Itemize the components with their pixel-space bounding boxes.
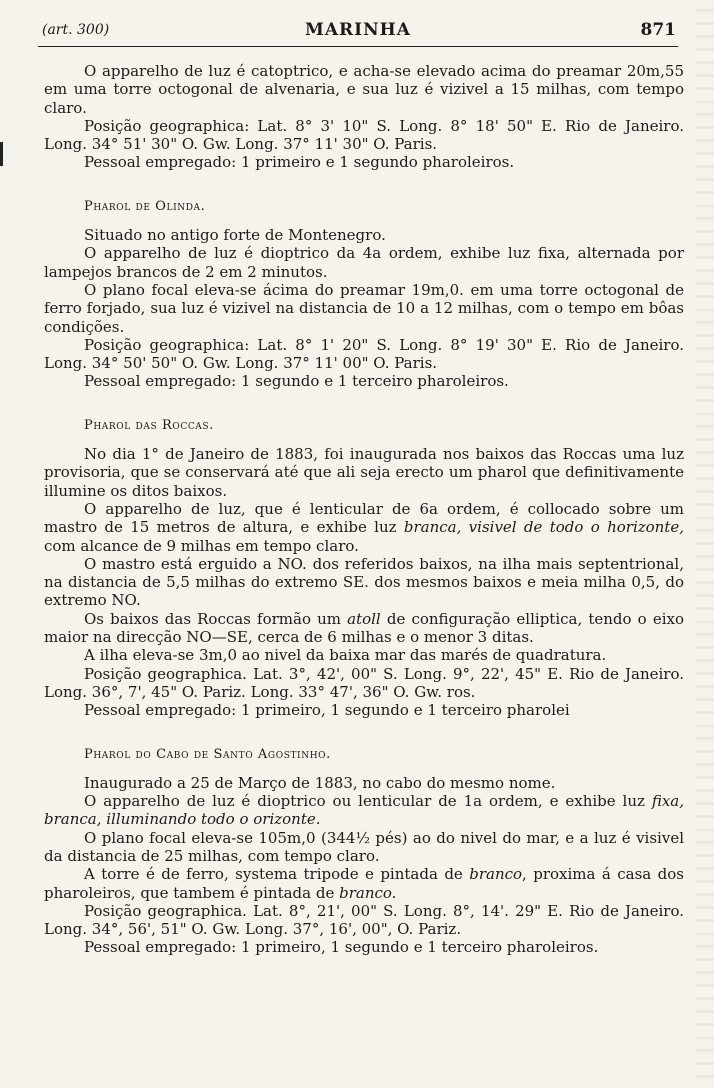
running-header: [38, 20, 678, 47]
page-number: 871: [640, 20, 676, 40]
text-run: com alcance de 9 milhas em tempo claro.: [44, 536, 359, 555]
paragraph: O apparelho de luz é dioptrico da 4a ordem, exhibe luz fixa, alternada por lampejos brancos de 2 em 2 minutos.: [44, 244, 684, 281]
section-heading-roccas: Pharol das Roccas.: [84, 417, 214, 433]
text-run: O apparelho de luz é dioptrico ou lenticular de 1a ordem, e exhibe luz: [84, 792, 652, 811]
text-run: Os baixos das Roccas formão um: [84, 609, 348, 628]
paragraph: O mastro está erguido a NO. dos referidos baixos, na ilha mais septentrional, na distancia de 5,5 milhas do extremo SE. dos mesmos baixos e meia milha 0,5, do extremo NO.: [44, 554, 684, 610]
margin-mark: [0, 142, 3, 166]
header-article-ref: (art. 300): [42, 22, 110, 38]
italic-run: branco.: [339, 883, 397, 902]
paragraph: Situado no antigo forte de Montenegro.: [84, 226, 386, 245]
scan-edge-noise: [696, 0, 714, 1088]
text-run: , proxima á casa dos pharoleiros, que tambem é pintada de: [44, 865, 684, 902]
italic-run: branco: [469, 865, 523, 884]
paragraph: Inaugurado a 25 de Março de 1883, no cabo do mesmo nome.: [84, 773, 556, 792]
paragraph: Posição geographica. Lat. 8°, 21', 00" S. Long. 8°, 14'. 29" E. Rio de Janeiro. Long. 34°, 56', 51" O. Gw. Long. 37°, 16', 00", O. Pariz.: [44, 901, 684, 939]
paragraph: [44, 792, 684, 829]
italic-run: atoll: [347, 609, 381, 628]
paragraph: O plano focal eleva-se ácima do preamar 19m,0. em uma torre octogonal de ferro forjado, sua luz é vizivel na distancia de 10 a 12 milhas, com o tempo em bôas condições.: [44, 280, 684, 336]
paragraph: [44, 865, 684, 902]
paragraph: O plano focal eleva-se 105m,0 (344½ pés) ao do nivel do mar, e a luz é visivel da distancia de 25 milhas, com tempo claro.: [44, 828, 684, 865]
page-body: [44, 62, 684, 957]
paragraph: A ilha eleva-se 3m,0 ao nivel da baixa mar das marés de quadratura.: [84, 646, 607, 665]
italic-run: fixa, branca, illuminando todo o orizonte.: [44, 792, 684, 829]
header-title: MARINHA: [305, 20, 411, 40]
section-heading-santo-agostinho: Pharol do Cabo de Santo Agostinho.: [84, 746, 331, 762]
paragraph: Posição geographica. Lat. 3°, 42', 00" S. Long. 9°, 22', 45" E. Rio de Janeiro. Long. 36°, 7', 45" O. Pariz. Long. 33° 47', 36" O. Gw. ros.: [44, 664, 684, 701]
paragraph: Posição geographica: Lat. 8° 3' 10" S. Long. 8° 18' 50" E. Rio de Janeiro. Long. 34° 51' 30" O. Gw. Long. 37° 11' 30" O. Paris.: [44, 116, 684, 154]
text-run: O apparelho de luz, que é lenticular de 6a ordem, é collocado sobre um mastro de 15 metros de altura, e exhibe luz: [44, 499, 684, 537]
section-heading-olinda: Pharol de Olinda.: [84, 198, 206, 214]
paragraph: O apparelho de luz é catoptrico, e acha-se elevado acima do preamar 20m,55 em uma torre octogonal de alvenaria, e sua luz é vizivel a 15 milhas, com tempo claro.: [44, 62, 684, 117]
paragraph: Posição geographica: Lat. 8° 1' 20" S. Long. 8° 19' 30" E. Rio de Janeiro. Long. 34° 50' 50" O. Gw. Long. 37° 11' 00" O. Paris.: [44, 335, 684, 373]
paragraph: Pessoal empregado: 1 primeiro, 1 segundo e 1 terceiro pharoleiros.: [84, 938, 599, 957]
paragraph: Pessoal empregado: 1 segundo e 1 terceiro pharoleiros.: [84, 372, 509, 391]
paragraph: [44, 610, 684, 647]
paragraph: Pessoal empregado: 1 primeiro e 1 segundo pharoleiros.: [84, 153, 515, 172]
italic-run: branca, visivel de todo o horizonte,: [403, 518, 685, 537]
paragraph: No dia 1° de Janeiro de 1883, foi inaugurada nos baixos das Roccas uma luz provisoria, que se conservará até que ali seja erecto um pharol que definitivamente illumine os ditos baixos.: [44, 445, 684, 500]
paragraph: Pessoal empregado: 1 primeiro, 1 segundo e 1 terceiro pharolei: [84, 701, 570, 720]
paragraph: [44, 500, 684, 555]
text-run: de configuração elliptica, tendo o eixo maior na direcção NO—SE, cerca de 6 milhas e o menor 3 ditas.: [44, 609, 685, 647]
text-run: A torre é de ferro, systema tripode e pintada de: [84, 865, 470, 884]
